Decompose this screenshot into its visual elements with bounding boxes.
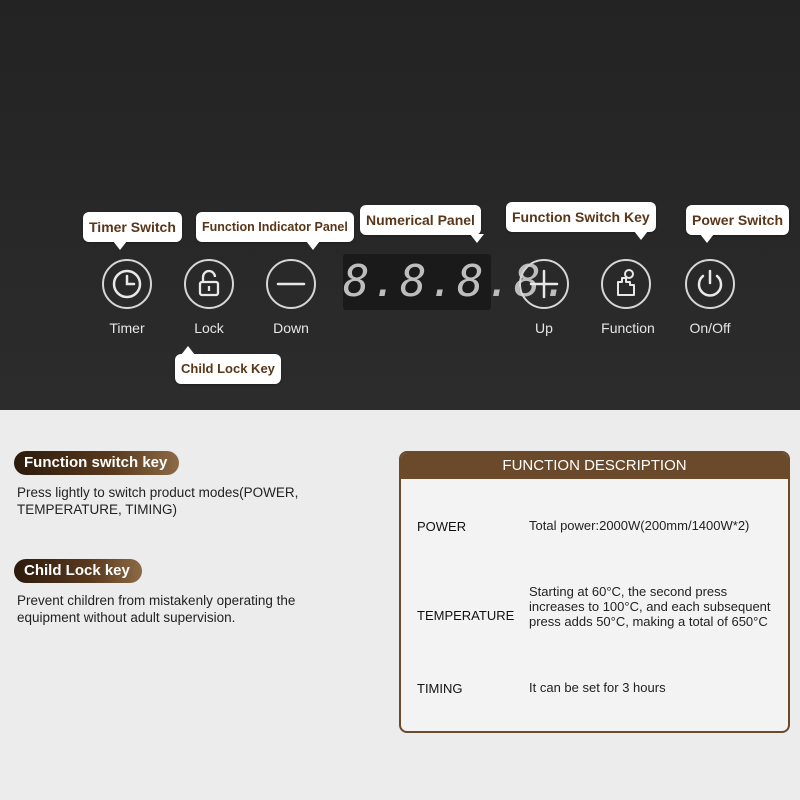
clock-icon xyxy=(104,261,150,307)
callout-function-indicator-panel xyxy=(196,212,354,242)
callout-label: Function Switch Key xyxy=(512,209,650,225)
callout-numerical-panel xyxy=(360,205,481,235)
callout-label: Numerical Panel xyxy=(366,212,475,228)
row-timing-value: It can be set for 3 hours xyxy=(529,680,666,695)
callout-label: Timer Switch xyxy=(89,219,176,235)
display-digits: 8.8.8.8. xyxy=(343,256,571,307)
function-button[interactable] xyxy=(601,259,651,309)
row-temperature-value: Starting at 60°C, the second press increases to 100°C, and each subsequent press adds 50°C, making a total of 650°C xyxy=(529,584,771,629)
function-switch-key-title: Function switch key xyxy=(14,451,179,475)
up-label: Up xyxy=(535,320,553,336)
numerical-display xyxy=(343,254,571,310)
function-switch-key-description: Press lightly to switch product modes(POWER, TEMPERATURE, TIMING) xyxy=(17,485,299,517)
row-timing-name: TIMING xyxy=(417,681,463,696)
callout-child-lock-key xyxy=(175,354,281,384)
callout-timer-switch xyxy=(83,212,182,242)
callout-tail xyxy=(470,234,484,243)
power-icon xyxy=(687,261,733,307)
hand-touch-icon xyxy=(603,261,649,307)
child-lock-key-description: Prevent children from mistakenly operating the equipment without adult supervision. xyxy=(17,593,296,625)
child-lock-key-title: Child Lock key xyxy=(14,559,142,583)
plus-icon xyxy=(521,261,567,307)
up-button[interactable] xyxy=(519,259,569,309)
callout-tail xyxy=(113,241,127,250)
callout-power-switch xyxy=(686,205,789,235)
callout-tail xyxy=(181,346,195,355)
callout-label: Child Lock Key xyxy=(181,361,275,376)
on-off-label: On/Off xyxy=(689,320,731,336)
callout-label: Power Switch xyxy=(692,212,784,228)
callout-tail xyxy=(306,241,320,250)
callout-label: Function Indicator Panel xyxy=(202,220,348,234)
function-label: Function xyxy=(601,320,655,336)
callout-tail xyxy=(700,234,714,243)
table-header: FUNCTION DESCRIPTION xyxy=(401,453,788,479)
callout-function-switch-key xyxy=(506,202,656,232)
power-button[interactable] xyxy=(685,259,735,309)
unlock-icon xyxy=(186,261,232,307)
callout-tail xyxy=(634,231,648,240)
timer-label: Timer xyxy=(109,320,145,336)
row-power-name: POWER xyxy=(417,519,467,534)
lock-button[interactable] xyxy=(184,259,234,309)
down-button[interactable] xyxy=(266,259,316,309)
function-description-table xyxy=(399,451,790,733)
row-temperature-name: TEMPERATURE xyxy=(417,608,515,623)
down-label: Down xyxy=(273,320,309,336)
timer-button[interactable] xyxy=(102,259,152,309)
lock-label: Lock xyxy=(194,320,224,336)
minus-icon xyxy=(268,261,314,307)
row-power-value: Total power:2000W(200mm/1400W*2) xyxy=(529,518,750,533)
